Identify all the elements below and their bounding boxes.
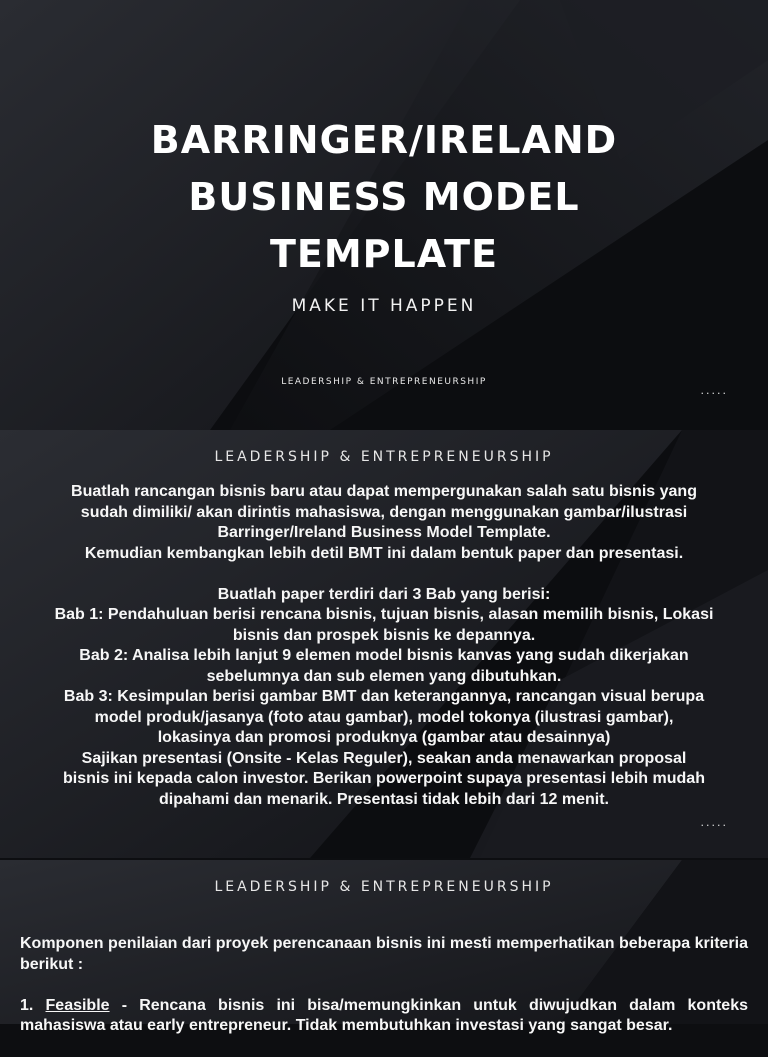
text-line: Buatlah rancangan bisnis baru atau dapat mempergunakan salah satu bisnis yang [71, 483, 697, 500]
text-line: model produk/jasanya (foto atau gambar), model tokonya (ilustrasi gambar), [94, 708, 674, 726]
decorative-dots: ..... [700, 384, 728, 397]
text-line: lokasinya dan promosi produknya (gambar atau desainnya) [157, 729, 611, 746]
text-line: sebelumnya dan sub elemen yang dibutuhkan. [206, 667, 562, 685]
slide-subtitle: MAKE IT HAPPEN [291, 296, 477, 316]
text-line: Bab 2: Analisa lebih lanjut 9 elemen model bisnis kanvas yang sudah dikerjakan [79, 647, 689, 664]
criteria-text [20, 934, 748, 1057]
instructions-text [12, 482, 756, 810]
text-line: Sajikan presentasi (Onsite - Kelas Reguler), seakan anda menawarkan proposal [81, 749, 687, 767]
item-text: - Rencana bisnis ini bisa/memungkinkan untuk diwujudkan dalam konteks mahasiswa atau early entrepreneur. Tidak membutuhkan investasi yang sangat besar. [20, 996, 748, 1034]
title-slide [0, 0, 768, 430]
title-line: BUSINESS MODEL [188, 175, 580, 219]
section-header: LEADERSHIP & ENTREPRENEURSHIP [214, 879, 554, 895]
item-number: 1. [20, 996, 34, 1014]
criteria-intro: Komponen penilaian dari proyek perencanaan bisnis ini mesti memperhatikan beberapa kriteria berikut : [20, 935, 748, 973]
text-line [12, 564, 756, 585]
section-header: LEADERSHIP & ENTREPRENEURSHIP [214, 449, 554, 465]
decorative-dots: ..... [700, 816, 728, 829]
text-line: Barringer/Ireland Business Model Template. [217, 524, 551, 541]
slide-title [0, 112, 768, 283]
text-line: Buatlah paper terdiri dari 3 Bab yang berisi: [217, 585, 551, 603]
item-term: Feasible [45, 996, 110, 1014]
text-line: Bab 1: Pendahuluan berisi rencana bisnis, tujuan bisnis, alasan memilih bisnis, Lokasi [54, 606, 714, 623]
criteria-slide [0, 860, 768, 1034]
instructions-slide [0, 430, 768, 858]
text-line: bisnis ini kepada calon investor. Berikan powerpoint supaya presentasi lebih mudah [63, 770, 705, 787]
text-line: Bab 3: Kesimpulan berisi gambar BMT dan keterangannya, rancangan visual berupa [63, 688, 705, 705]
title-line: TEMPLATE [269, 232, 499, 276]
text-line: Kemudian kembangkan lebih detil BMT ini dalam bentuk paper dan presentasi. [84, 544, 684, 562]
title-line: BARRINGER/IRELAND [150, 118, 618, 162]
text-line: dipahami dan menarik. Presentasi tidak lebih dari 12 menit. [159, 790, 609, 808]
text-line: sudah dimiliki/ akan dirintis mahasiswa, dengan menggunakan gambar/ilustrasi [80, 503, 688, 521]
text-line: bisnis dan prospek bisnis ke depannya. [232, 626, 536, 644]
course-label: LEADERSHIP & ENTREPRENEURSHIP [281, 377, 487, 387]
criteria-item [20, 996, 748, 1037]
